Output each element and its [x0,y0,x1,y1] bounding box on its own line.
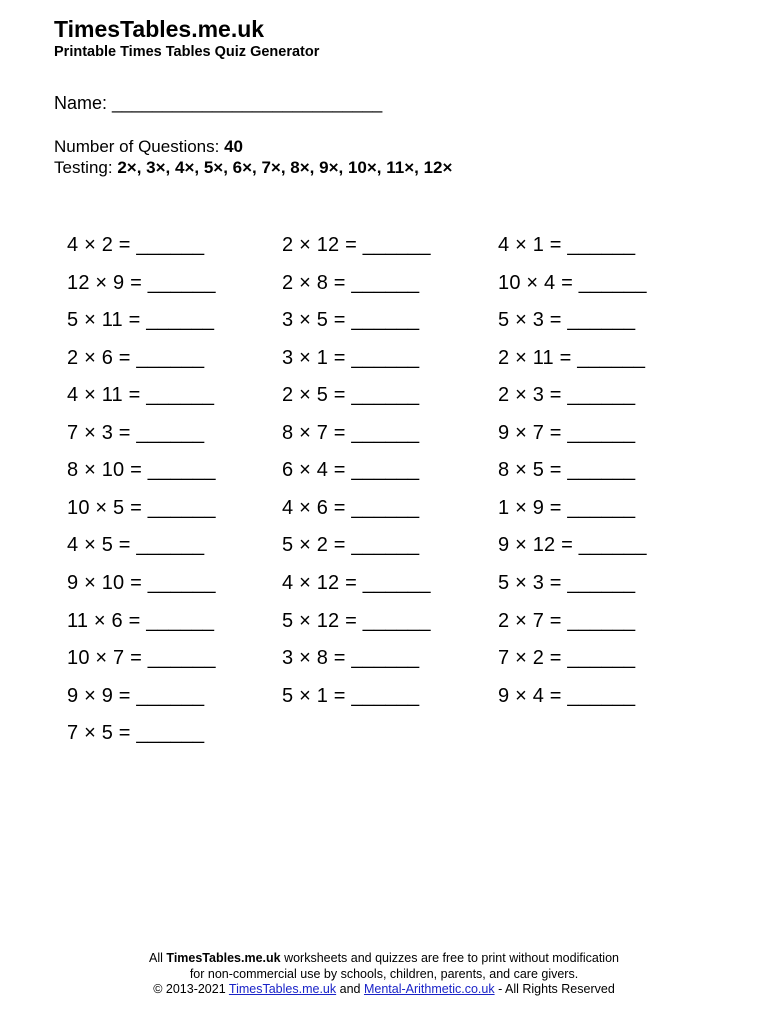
question-item: 2 × 11 = ______ [498,346,646,369]
question-item: 5 × 11 = ______ [67,309,215,332]
number-of-questions [54,136,243,157]
question-item: 4 × 6 = ______ [282,496,420,519]
question-item: 4 × 12 = ______ [282,571,431,594]
question-item: 11 × 6 = ______ [67,609,215,632]
question-item: 8 × 7 = ______ [282,421,420,444]
question-item: 8 × 10 = ______ [67,459,216,482]
num-questions-value: 40 [224,137,244,156]
site-title: TimesTables.me.uk [54,16,265,42]
num-questions-label: Number of Questions: [54,137,220,156]
footer-line-1 [0,951,768,967]
question-item: 5 × 3 = ______ [498,571,636,594]
timestables-link[interactable]: TimesTables.me.uk [228,982,337,996]
mental-arithmetic-link[interactable]: Mental-Arithmetic.co.uk [363,982,495,996]
question-item: 5 × 12 = ______ [282,609,431,632]
copyright-text: © 2013-2021 [153,982,226,996]
question-item: 2 × 8 = ______ [282,271,420,294]
name-blank: ___________________________ [112,93,383,113]
question-item: 4 × 5 = ______ [67,534,205,557]
name-field-line [54,92,382,114]
name-label: Name: [54,93,108,113]
footer-text: worksheets and quizzes are free to print without modification [284,951,619,965]
question-item: 9 × 10 = ______ [67,571,216,594]
question-item: 5 × 1 = ______ [282,684,420,707]
footer [0,951,768,998]
question-item: 9 × 9 = ______ [67,684,205,707]
question-item: 7 × 5 = ______ [67,722,205,745]
question-item: 3 × 5 = ______ [282,309,420,332]
testing-label: Testing: [54,158,113,177]
question-item: 8 × 5 = ______ [498,459,636,482]
testing-tables [54,157,452,178]
question-item: 7 × 2 = ______ [498,647,636,670]
question-item: 4 × 2 = ______ [67,234,205,256]
question-item: 5 × 3 = ______ [498,309,636,332]
question-item: 7 × 3 = ______ [67,421,205,444]
footer-text: and [339,982,361,996]
question-item: 9 × 7 = ______ [498,421,636,444]
question-item: 1 × 9 = ______ [498,496,636,519]
question-item: 2 × 3 = ______ [498,384,636,407]
testing-value: 2×, 3×, 4×, 5×, 6×, 7×, 8×, 9×, 10×, 11×, 12× [117,158,453,177]
question-item: 6 × 4 = ______ [282,459,420,482]
question-item: 2 × 12 = ______ [282,234,431,256]
question-item: 2 × 5 = ______ [282,384,420,407]
question-item: 4 × 1 = ______ [498,234,636,256]
question-item: 3 × 8 = ______ [282,647,420,670]
question-item: 10 × 7 = ______ [67,647,216,670]
question-item: 9 × 12 = ______ [498,534,647,557]
question-item: 4 × 11 = ______ [67,384,215,407]
footer-text: All [149,951,163,965]
footer-site-name: TimesTables.me.uk [166,951,281,965]
question-item: 12 × 9 = ______ [67,271,216,294]
page-subtitle: Printable Times Tables Quiz Generator [54,44,320,60]
footer-line-2: for non-commercial use by schools, children, parents, and care givers. [189,966,579,981]
question-item: 9 × 4 = ______ [498,684,636,707]
footer-text: - All Rights Reserved [498,982,615,996]
footer-line-3 [0,982,768,998]
question-item: 10 × 5 = ______ [67,496,216,519]
question-item: 10 × 4 = ______ [498,271,647,294]
question-item: 5 × 2 = ______ [282,534,420,557]
question-item: 3 × 1 = ______ [282,346,420,369]
question-item: 2 × 6 = ______ [67,346,205,369]
question-item: 2 × 7 = ______ [498,609,636,632]
